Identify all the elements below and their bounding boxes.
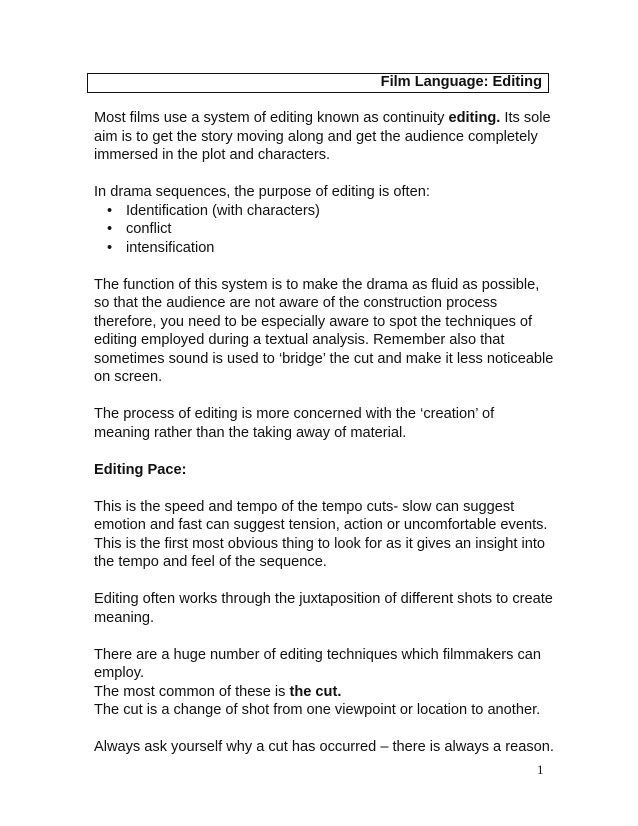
function-paragraph: The function of this system is to make the drama as fluid as possible, so that the audience are not aware of the construction process therefore, you need to be especially aware to spot the techniques of editing employed during a textual analysis. Remember also that sometimes sound is used to ‘bridge’ the cut and make it less noticeable on screen. [94, 276, 554, 385]
page-title: Film Language: Editing [87, 73, 549, 93]
page-number: 1 [537, 762, 544, 777]
process-paragraph: The process of editing is more concerned with the ‘creation’ of meaning rather than the taking away of material. [94, 406, 495, 441]
techniques-line-3: The cut is a change of shot from one viewpoint or location to another. [94, 702, 541, 718]
techniques-bold-term: the cut. [289, 683, 342, 700]
intro-paragraph [94, 109, 554, 165]
purpose-lead: In drama sequences, the purpose of editing is often: [94, 184, 430, 200]
techniques-line-2-text: The most common of these is [94, 683, 290, 700]
intro-text-end: Its sole aim is to get the story moving along and get the audience completely immersed in the plot and characters. [94, 110, 551, 163]
purpose-list [94, 202, 554, 258]
editing-pace-heading: Editing Pace: [94, 461, 187, 478]
techniques-line-2 [94, 683, 554, 702]
closing-paragraph: Always ask yourself why a cut has occurred – there is always a reason. [94, 739, 554, 755]
list-item: • conflict [126, 220, 554, 239]
juxtaposition-paragraph: Editing often works through the juxtaposition of different shots to create meaning. [94, 591, 553, 626]
intro-text-start: Most films use a system of editing known as continuity [94, 110, 449, 126]
editing-pace-paragraph: This is the speed and tempo of the tempo cuts- slow can suggest emotion and fast can suggest tension, action or uncomfortable events. This is the first most obvious thing to look for as it gives an insight into the tempo and feel of the sequence. [94, 498, 548, 570]
list-item: • Identification (with characters) [126, 202, 554, 221]
techniques-line-1: There are a huge number of editing techniques which filmmakers can employ. [94, 646, 541, 681]
document-body [94, 109, 554, 775]
list-item: • intensification [126, 239, 554, 258]
intro-bold-term: editing. [448, 110, 501, 126]
